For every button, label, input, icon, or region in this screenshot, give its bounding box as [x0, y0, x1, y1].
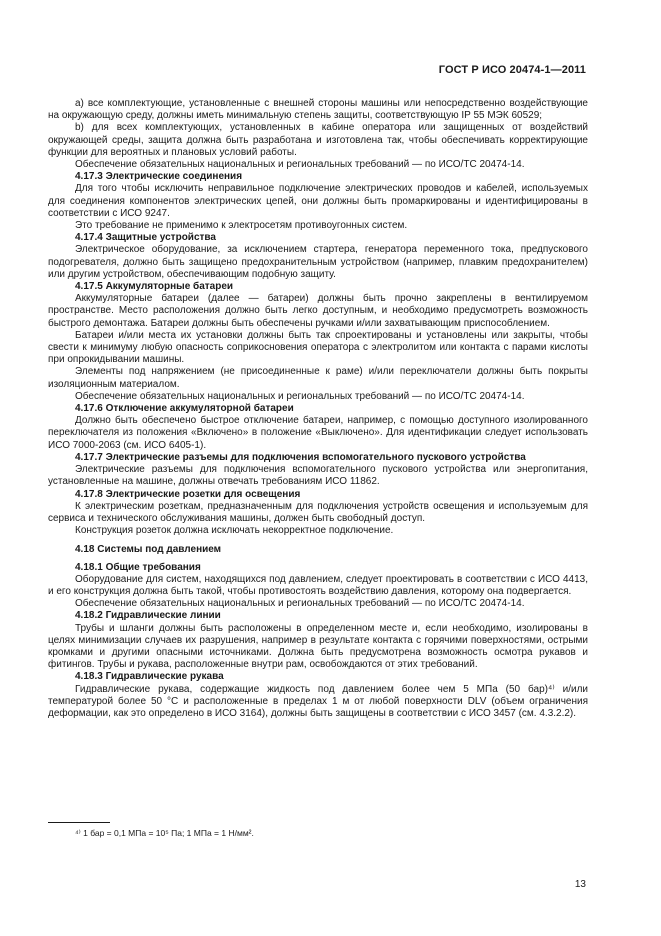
paragraph: Электрическое оборудование, за исключением стартера, генератора переменного тока, предпускового подогревателя, должно быть защищено предохранительным устройством (например, плавким предохранителем) или другим устройством, обеспечивающим подобную защиту. [48, 244, 588, 280]
body-text [48, 98, 588, 720]
paragraph: Оборудование для систем, находящихся под давлением, следует проектировать в соответствии с ИСО 4413, и его конструкция должна быть такой, чтобы противостоять воздействию давления, которому она подвергается. [48, 573, 588, 597]
paragraph: Трубы и шланги должны быть расположены в определенном месте и, если необходимо, изолированы в целях минимизации случаев их разрушения, например в результате контакта с горячими поверхностями, острыми кромками и другими опасными источниками. Должна быть предусмотрена возможность осмотра рукавов и фитингов. Трубы и рукава, расположенные внутри рам, освобождаются от этих требований. [48, 622, 588, 671]
paragraph: Элементы под напряжением (не присоединенные к раме) и/или переключатели должны быть покрыты изоляционным материалом. [48, 366, 588, 390]
section-heading: 4.17.8 Электрические розетки для освещения [75, 488, 301, 500]
paragraph: Должно быть обеспечено быстрое отключение батареи, например, с помощью доступного изолированного переключателя из положения «Включено» в положение «Выключено». Для идентификации следует использовать ИСО 7000-2063 (см. ИСО 6405-1). [48, 415, 588, 451]
paragraph: b) для всех комплектующих, установленных в кабине оператора или защищенных от воздействий окружающей среды, защита должна быть разработана и изготовлена так, чтобы обеспечивать корректирующие функции для вероятных и плановых условий работы. [48, 122, 588, 158]
footnote: ⁴⁾ 1 бар = 0,1 МПа = 10⁵ Па; 1 МПа = 1 Н/мм². [75, 828, 254, 838]
paragraph: Аккумуляторные батареи (далее — батареи) должны быть прочно закреплены в вентилируемом пространстве. Место расположения должно быть легко доступным, и необходимо предусмотреть возможность быстрого демонтажа. Батареи должны быть обеспечены ручками и/или захватывающим приспособлением. [48, 293, 588, 329]
paragraph: Обеспечение обязательных национальных и региональных требований — по ИСО/ТС 20474-14. [75, 598, 525, 610]
paragraph: Конструкция розеток должна исключать некорректное подключение. [75, 525, 394, 537]
section-heading: 4.17.6 Отключение аккумуляторной батареи [75, 403, 294, 415]
section-heading: 4.17.3 Электрические соединения [75, 171, 243, 183]
document-header: ГОСТ Р ИСО 20474-1—2011 [438, 64, 586, 76]
section-heading: 4.17.5 Аккумуляторные батареи [75, 281, 234, 293]
paragraph: Электрические разъемы для подключения вспомогательного пускового устройства или энергопитания, установленные на машине, должны отвечать требованиям ИСО 11862. [48, 464, 588, 488]
section-heading: 4.17.7 Электрические разъемы для подключения вспомогательного пускового устройства [75, 451, 526, 463]
paragraph: а) все комплектующие, установленные с внешней стороны машины или непосредственно воздействующие на окружающую среду, должны иметь минимальную степень защиты, соответствующую IP 55 МЭК 60529; [48, 98, 588, 122]
paragraph: Для того чтобы исключить неправильное подключение электрических проводов и кабелей, используемых для соединения компонентов электрических цепей, они должны быть промаркированы и идентифицированы в соответствии с ИСО 9247. [48, 183, 588, 219]
paragraph: Это требование не применимо к электросетям противоугонных систем. [75, 220, 408, 232]
page-number: 13 [574, 879, 586, 890]
paragraph: Обеспечение обязательных национальных и региональных требований — по ИСО/ТС 20474-14. [75, 159, 525, 171]
section-heading: 4.18.3 Гидравлические рукава [75, 671, 224, 683]
paragraph: Обеспечение обязательных национальных и региональных требований — по ИСО/ТС 20474-14. [75, 390, 525, 402]
section-heading: 4.18 Системы под давлением [75, 544, 222, 556]
section-heading: 4.17.4 Защитные устройства [75, 232, 216, 244]
paragraph: Батареи и/или места их установки должны быть так спроектированы и установлены или закрыты, чтобы свести к минимуму любую опасность соприкосновения оператора с электролитом или контакта с парами кислоты при опрокидывании машины. [48, 329, 588, 366]
footnote-divider [48, 822, 110, 823]
paragraph: Гидравлические рукава, содержащие жидкость под давлением более чем 5 МПа (50 бар)⁴⁾ и/или температурой более 50 °C и расположенные в пределах 1 м от любой поверхности DLV (объем ограничения деформации, как это определено в ИСО 3164), должны быть защищены в соответствии с ИСО 3457 (см. 4.3.2.2). [48, 683, 588, 719]
section-heading: 4.18.2 Гидравлические линии [75, 610, 221, 622]
paragraph: К электрическим розеткам, предназначенным для подключения устройств освещения и используемым для сервиса и технического обслуживания машины, должен быть свободный доступ. [48, 500, 588, 524]
section-heading: 4.18.1 Общие требования [75, 561, 201, 573]
